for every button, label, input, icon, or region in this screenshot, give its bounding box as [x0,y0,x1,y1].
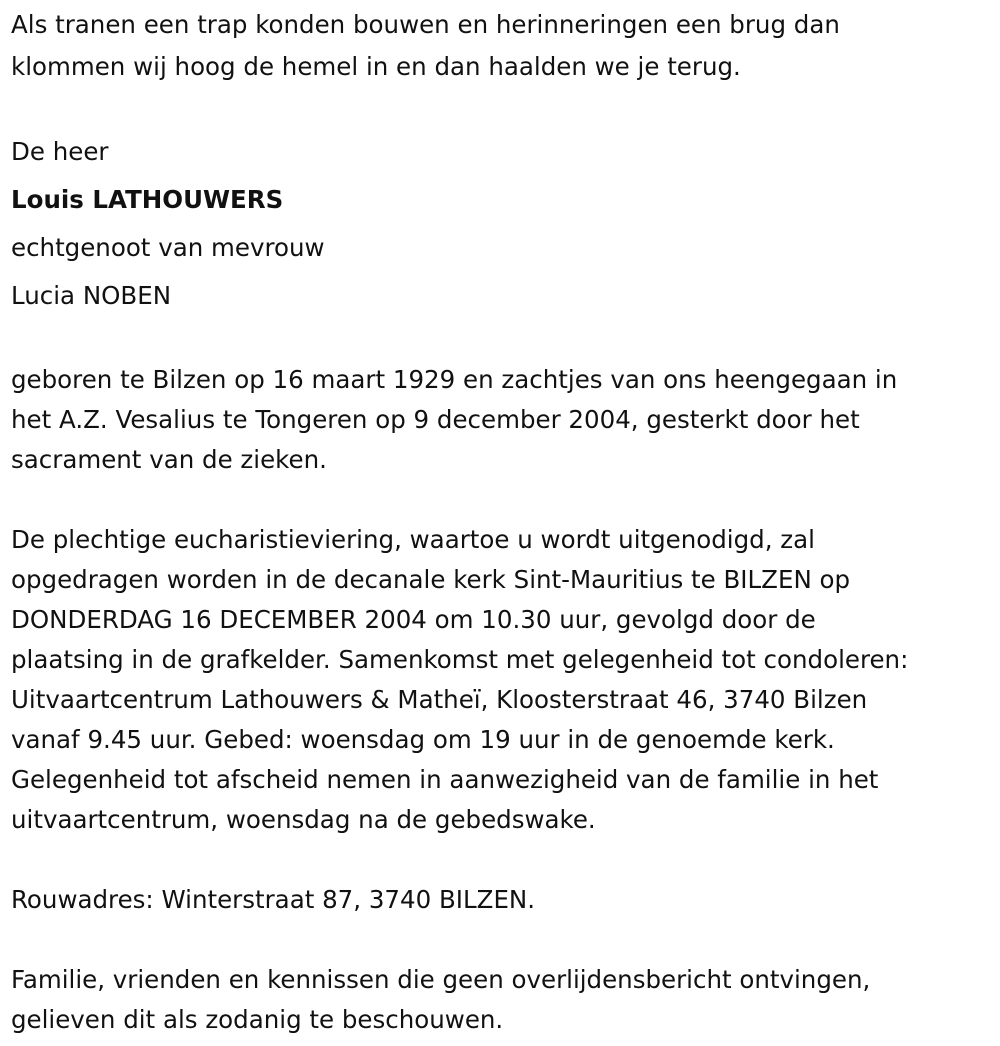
birth-death-paragraph [11,360,996,480]
spacer [11,88,996,128]
obituary-document [11,4,996,1040]
spouse-label: echtgenoot van mevrouw [11,233,325,262]
closing-paragraph [11,960,996,1040]
intro-line: klommen wij hoog de hemel in en dan haalden we je terug. [11,52,741,81]
spacer [11,320,996,360]
spacer [11,920,996,960]
paragraph-line: Familie, vrienden en kennissen die geen overlijdensbericht ontvingen, [11,965,871,994]
paragraph-line: Gelegenheid tot afscheid nemen in aanwezigheid van de familie in het [11,765,879,794]
deceased-name: Louis LATHOUWERS [11,185,284,214]
paragraph-line: gelieven dit als zodanig te beschouwen. [11,1005,504,1034]
paragraph-line: De plechtige eucharistieviering, waartoe u wordt uitgenodigd, zal [11,525,815,554]
intro-line: Als tranen een trap konden bouwen en herinneringen een brug dan [11,10,840,39]
paragraph-line: DONDERDAG 16 DECEMBER 2004 om 10.30 uur, gevolgd door de [11,605,816,634]
ceremony-paragraph [11,520,996,840]
paragraph-line: uitvaartcentrum, woensdag na de gebedswake. [11,805,596,834]
paragraph-line: Uitvaartcentrum Lathouwers & Matheï, Kloosterstraat 46, 3740 Bilzen [11,685,868,714]
deceased-block [11,128,996,320]
spacer [11,840,996,880]
paragraph-line: vanaf 9.45 uur. Gebed: woensdag om 19 uur in de genoemde kerk. [11,725,835,754]
address-line: Rouwadres: Winterstraat 87, 3740 BILZEN. [11,885,536,914]
paragraph-line: sacrament van de zieken. [11,445,327,474]
intro-quote [11,4,996,88]
paragraph-line: opgedragen worden in de decanale kerk Sint-Mauritius te BILZEN op [11,565,851,594]
spouse-name: Lucia NOBEN [11,281,172,310]
honorific: De heer [11,137,109,166]
paragraph-line: geboren te Bilzen op 16 maart 1929 en zachtjes van ons heengegaan in [11,365,898,394]
paragraph-line: plaatsing in de grafkelder. Samenkomst met gelegenheid tot condoleren: [11,645,909,674]
paragraph-line: het A.Z. Vesalius te Tongeren op 9 december 2004, gesterkt door het [11,405,860,434]
spacer [11,480,996,520]
mourning-address [11,880,996,920]
